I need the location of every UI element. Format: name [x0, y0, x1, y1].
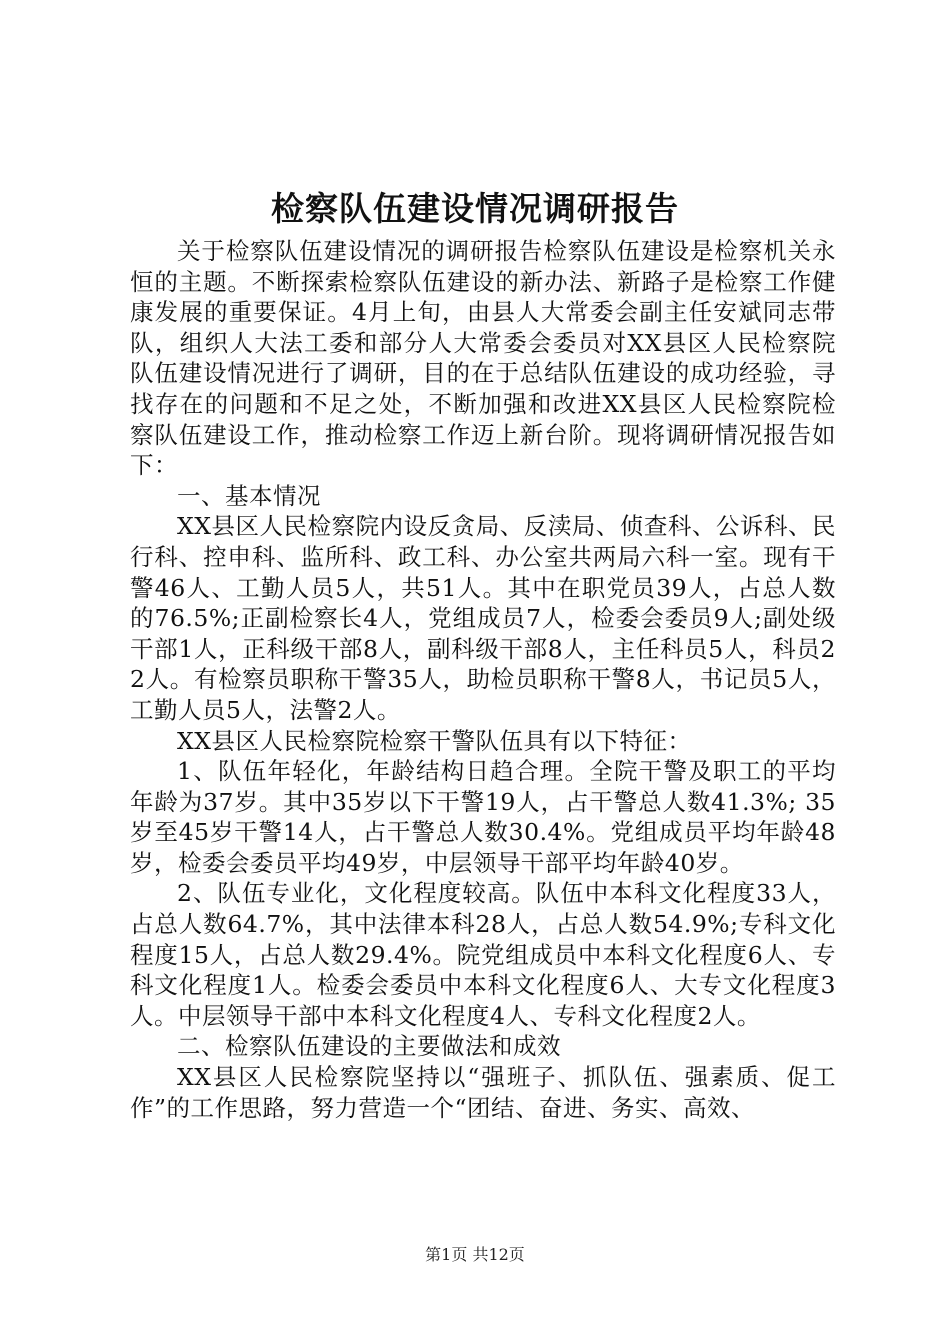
document-title: 检察队伍建设情况调研报告: [271, 189, 679, 228]
paragraph-feature-professional: 2、队伍专业化，文化程度较高。队伍中本科文化程度33人，占总人数64.7%，其中法律本科28人，占总人数54.9%;专科文化程度15人，占总人数29.4%。院党组成员中本科文化程度6人、专科文化程度1人。检委会委员中本科文化程度6人、大专文化程度3人。中层领导干部中本科文化程度4人、专科文化程度2人。: [130, 879, 836, 1030]
paragraph-main-practices: XX县区人民检察院坚持以“强班子、抓队伍、强素质、促工作”的工作思路，努力营造一个“团结、奋进、务实、高效、: [130, 1063, 836, 1122]
paragraph-intro: 关于检察队伍建设情况的调研报告检察队伍建设是检察机关永恒的主题。不断探索检察队伍建设的新办法、新路子是检察工作健康发展的重要保证。4月上旬，由县人大常委会副主任安斌同志带队，组织人大法工委和部分人大常委会委员对XX县区人民检察院队伍建设情况进行了调研，目的在于总结队伍建设的成功经验，寻找存在的问题和不足之处，不断加强和改进XX县区人民检察院检察队伍建设工作，推动检察工作迈上新台阶。现将调研情况报告如下：: [130, 237, 836, 480]
section-heading-basic-situation: 一、基本情况: [177, 481, 321, 510]
document-body: [130, 236, 836, 1123]
section-heading-main-practices: 二、检察队伍建设的主要做法和成效: [177, 1032, 561, 1061]
page-footer: 第1页 共12页: [425, 1245, 525, 1264]
paragraph-team-features-intro: XX县区人民检察院检察干警队伍具有以下特征：: [177, 726, 692, 755]
paragraph-basic-situation: XX县区人民检察院内设反贪局、反渎局、侦查科、公诉科、民行科、控申科、监所科、政工科、办公室共两局六科一室。现有干警46人、工勤人员5人，共51人。其中在职党员39人，占总人数的76.5%;正副检察长4人，党组成员7人，检委会委员9人;副处级干部1人，正科级干部8人，副科级干部8人，主任科员5人，科员22人。有检察员职称干警35人，助检员职称干警8人，书记员5人，工勤人员5人，法警2人。: [130, 512, 836, 724]
paragraph-feature-youth: 1、队伍年轻化，年龄结构日趋合理。全院干警及职工的平均年龄为37岁。其中35岁以下干警19人，占干警总人数41.3%; 35岁至45岁干警14人，占干警总人数30.4%。党组成员平均年龄48岁，检委会委员平均49岁，中层领导干部平均年龄40岁。: [130, 757, 836, 877]
